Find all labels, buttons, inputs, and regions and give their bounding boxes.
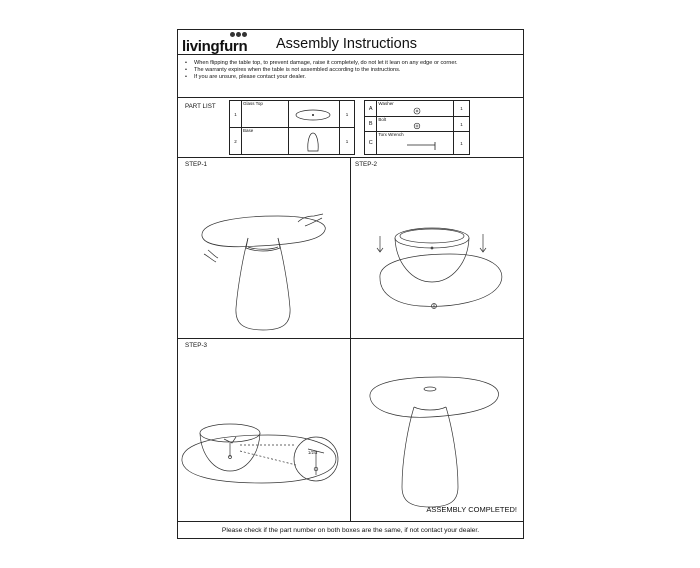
part-qty: 1 <box>340 128 355 155</box>
table-row <box>230 128 355 155</box>
torx-wrench-icon <box>377 132 457 155</box>
bolt-icon <box>377 117 457 132</box>
step-3-label: STEP-3 <box>185 342 208 349</box>
step-2-label: STEP-2 <box>355 161 378 168</box>
table-row <box>365 117 470 132</box>
part-name: Base <box>242 128 289 155</box>
hardware-code: A <box>365 101 377 117</box>
divider <box>178 54 523 55</box>
step-1-label: STEP-1 <box>185 161 208 168</box>
step-1-illustration <box>178 158 350 338</box>
note-item: • The warranty expires when the table is not assembled according to the instructions. <box>184 67 458 74</box>
assembly-completed-label: ASSEMBLY COMPLETED! <box>426 505 517 514</box>
part-qty: 1 <box>340 101 355 128</box>
hardware-name: Washer <box>378 101 394 106</box>
page-title: Assembly Instructions <box>276 36 418 52</box>
step-3-illustration <box>178 339 350 519</box>
base-icon <box>289 128 337 155</box>
hardware-cell <box>377 101 454 117</box>
hardware-qty: 1 <box>454 101 470 117</box>
completed-illustration <box>350 339 524 519</box>
hardware-cell <box>377 132 454 155</box>
table-row <box>230 101 355 128</box>
hardware-code: C <box>365 132 377 155</box>
glass-top-icon <box>289 101 337 128</box>
table-row <box>365 132 470 155</box>
brand-logo: livingfurn <box>182 38 248 55</box>
main-parts-table <box>229 100 355 155</box>
hardware-code: B <box>365 117 377 132</box>
divider <box>178 521 523 522</box>
base-thumbnail <box>289 128 340 155</box>
part-list-label: PART LIST <box>185 103 216 110</box>
hardware-name: Bolt <box>378 117 387 122</box>
warning-notes <box>184 60 458 81</box>
glass-top-thumbnail <box>289 101 340 128</box>
step-2-illustration <box>350 158 524 338</box>
instruction-sheet <box>177 29 524 539</box>
hardware-qty: 1 <box>454 117 470 132</box>
detail-callout-label: 1/2/3 <box>308 450 318 455</box>
hardware-qty: 1 <box>454 132 470 155</box>
hardware-cell <box>377 117 454 132</box>
hardware-table <box>364 100 470 155</box>
divider <box>178 97 523 98</box>
part-number: 2 <box>230 128 242 155</box>
hardware-name: Torx Wrench <box>378 132 404 137</box>
note-item: • When flipping the table top, to prevent damage, raise it completely, do not let it lean on any edge or corner. <box>184 60 458 67</box>
note-item: • If you are unsure, please contact your dealer. <box>184 74 458 81</box>
footer-note: Please check if the part number on both boxes are the same, if not contact your dealer. <box>221 527 480 534</box>
part-name: Glass Top <box>242 101 289 128</box>
washer-icon <box>377 101 457 117</box>
part-number: 1 <box>230 101 242 128</box>
brand-logo-dots <box>230 32 247 37</box>
table-row <box>365 101 470 117</box>
